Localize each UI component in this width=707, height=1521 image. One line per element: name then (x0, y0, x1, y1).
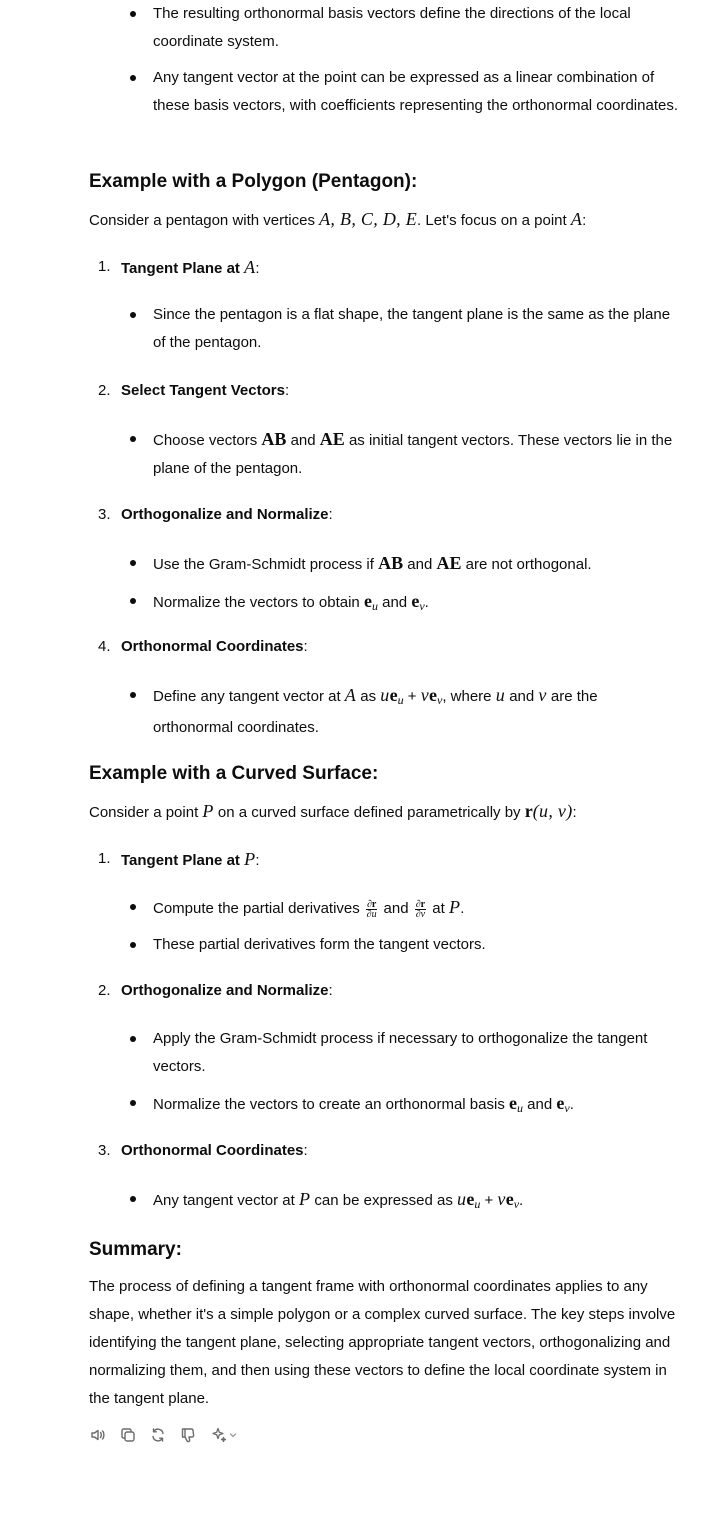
regenerate-button[interactable] (149, 1426, 167, 1444)
curved-step-1-bullets (89, 893, 679, 959)
model-switch-button[interactable] (209, 1426, 239, 1444)
polygon-step-4: 4. Orthonormal Coordinates: (98, 638, 308, 655)
list-item: Apply the Gram-Schmidt process if necessary to orthogonalize the tangent vectors. (89, 1025, 679, 1081)
curved-step-1: 1. Tangent Plane at P: (98, 849, 260, 869)
thumbs-down-icon (179, 1426, 197, 1444)
list-item: Use the Gram-Schmidt process if AB and AE are not orthogonal. (89, 549, 679, 579)
list-item: Any tangent vector at the point can be expressed as a linear combination of these basis vectors, with coefficients representing the orthonormal coordinates. (89, 64, 679, 120)
read-aloud-button[interactable] (89, 1426, 107, 1444)
partial-derivative-u: $\frac{\partial r}{\partial u}$ (366, 898, 377, 920)
partial-derivative-v: $\frac{\partial r}{\partial v}$ (415, 898, 426, 920)
list-item: Any tangent vector at P can be expressed as $ue_u + ve_v$. (89, 1185, 679, 1218)
polygon-step-1-bullets (89, 301, 679, 357)
copy-icon (119, 1426, 137, 1444)
curved-step-2: 2. Orthogonalize and Normalize: (98, 982, 333, 999)
curved-step-3: 3. Orthonormal Coordinates: (98, 1142, 308, 1159)
curved-step-3-bullets (89, 1185, 679, 1218)
polygon-step-1: 1. Tangent Plane at A: (98, 257, 260, 277)
summary-heading: Summary: (89, 1239, 182, 1260)
list-item: Normalize the vectors to create an orthonormal basis $e_u$ and $e_v$. (89, 1089, 679, 1122)
regenerate-icon (149, 1426, 167, 1444)
list-item: Compute the partial derivatives $\frac{\partial r}{\partial u}$ and $\frac{\partial r}{\partial v}$ at P. (89, 893, 679, 923)
curved-heading: Example with a Curved Surface: (89, 763, 379, 784)
list-item: Since the pentagon is a flat shape, the tangent plane is the same as the plane of the pentagon. (89, 301, 679, 357)
speaker-icon (89, 1426, 107, 1444)
list-item: Choose vectors AB and AE as initial tangent vectors. These vectors lie in the plane of the pentagon. (89, 425, 679, 483)
polygon-step-3: 3. Orthogonalize and Normalize: (98, 506, 333, 523)
curved-intro: Consider a point P on a curved surface defined parametrically by r(u, v): (89, 801, 577, 821)
list-item: These partial derivatives form the tangent vectors. (89, 931, 679, 959)
polygon-step-4-bullets (89, 681, 679, 742)
polygon-heading: Example with a Polygon (Pentagon): (89, 171, 418, 192)
intro-bullet-list (89, 0, 679, 120)
polygon-step-2-bullets (89, 425, 679, 483)
chevron-down-icon (228, 1430, 238, 1440)
message-action-toolbar (89, 1426, 239, 1444)
summary-text: The process of defining a tangent frame with orthonormal coordinates applies to any shape, whether it's a simple polygon or a complex curved surface. The key steps involve identifying the tangent plane, selecting appropriate tangent vectors, orthogonalizing and normalizing them, and then using these vectors to define the local coordinate system in the tangent plane. (89, 1278, 676, 1407)
curved-step-2-bullets (89, 1025, 679, 1122)
polygon-step-3-bullets (89, 549, 679, 620)
polygon-intro: Consider a pentagon with vertices A, B, C, D, E. Let's focus on a point A: (89, 209, 587, 229)
list-item: The resulting orthonormal basis vectors define the directions of the local coordinate system. (89, 0, 679, 56)
thumbs-down-button[interactable] (179, 1426, 197, 1444)
list-item: Define any tangent vector at A as $ue_u + ve_v$, where u and v are the orthonormal coordinates. (89, 681, 679, 742)
list-item: Normalize the vectors to obtain $e_u$ and $e_v$. (89, 587, 679, 620)
copy-button[interactable] (119, 1426, 137, 1444)
sparkle-icon (210, 1426, 228, 1444)
polygon-step-2: 2. Select Tangent Vectors: (98, 382, 290, 399)
